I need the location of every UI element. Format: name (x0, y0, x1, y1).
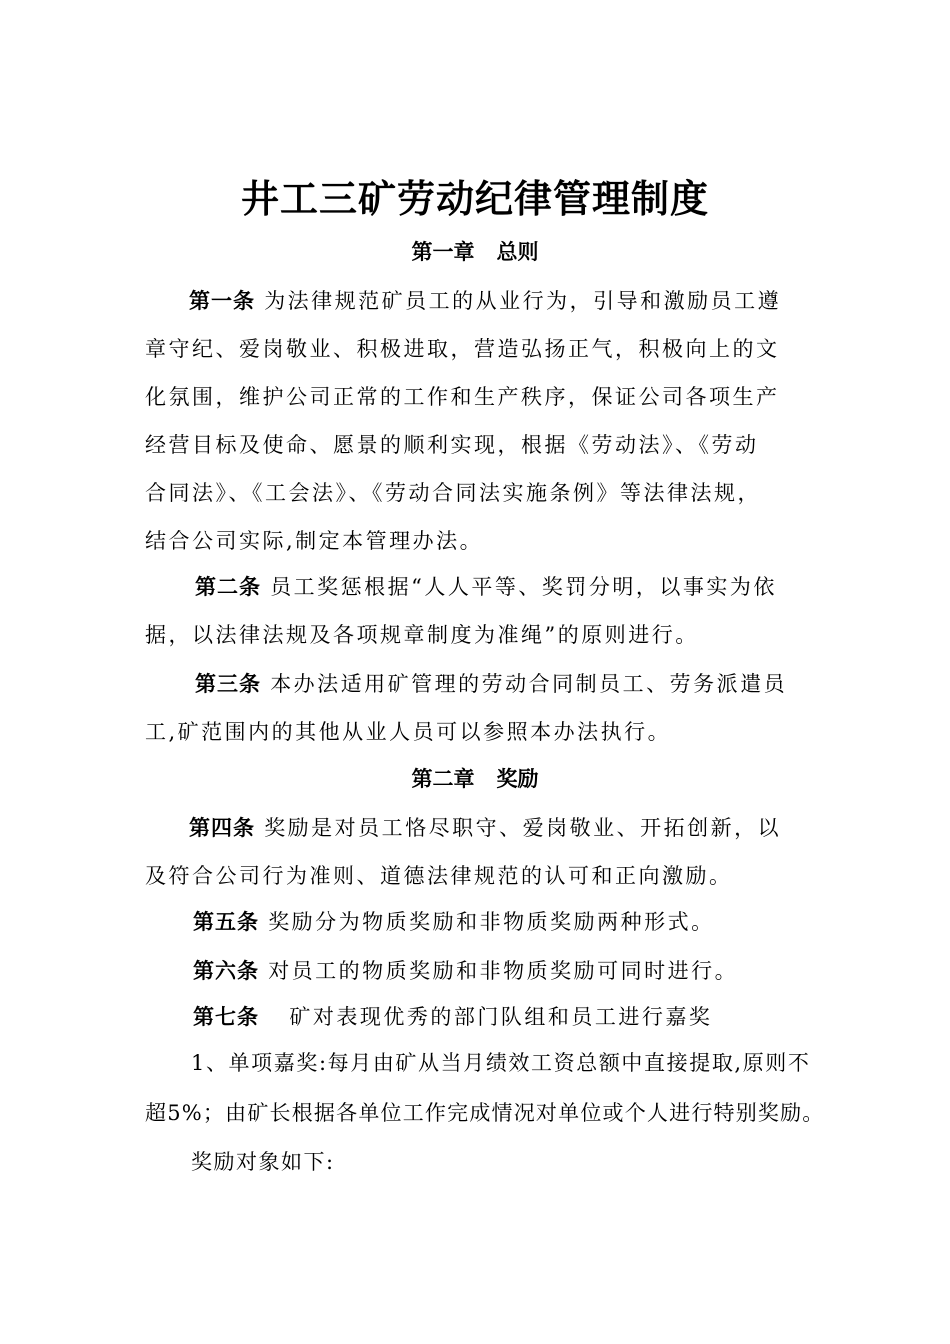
list-item-1-line-2: 超5%；由矿长根据各单位工作完成情况对单位或个人进行特别奖励。 (145, 1101, 825, 1125)
chapter-heading-2 (0, 763, 950, 793)
article-3-line-1 (195, 668, 815, 698)
article-5 (193, 906, 813, 936)
chapter-name: 总则 (496, 239, 539, 264)
chapter-label: 第一章 (411, 239, 475, 264)
article-label: 第三条 (195, 671, 261, 696)
article-1-line-5: 合同法》、《工会法》、《劳动合同法实施条例》等法律法规， (145, 481, 761, 505)
article-label: 第二条 (195, 574, 261, 599)
reward-targets-text: 奖励对象如下: (191, 1150, 335, 1174)
article-label: 第四条 (189, 815, 255, 840)
chapter-heading-1 (0, 236, 950, 266)
article-label: 第一条 (189, 288, 255, 313)
article-text: 奖励是对员工恪尽职守、爱岗敬业、开拓创新，以 (264, 816, 782, 840)
article-2-line-2: 据，以法律法规及各项规章制度为准绳”的原则进行。 (145, 623, 699, 647)
article-text: 为法律规范矿员工的从业行为，引导和激励员工遵 (264, 289, 782, 313)
article-text: 本办法适用矿管理的劳动合同制员工、劳务派遣员 (270, 672, 788, 696)
article-text: 奖励分为物质奖励和非物质奖励两种形式。 (268, 910, 715, 934)
article-label: 第七条 (193, 1004, 259, 1029)
article-text: 对员工的物质奖励和非物质奖励可同时进行。 (268, 959, 739, 983)
article-1-line-4: 经营目标及使命、愿景的顺利实现，根据《劳动法》、《劳动 (145, 433, 759, 457)
article-label: 第五条 (193, 909, 259, 934)
article-1-line-1 (189, 285, 809, 315)
article-3-line-2: 工,矿范围内的其他从业人员可以参照本办法执行。 (145, 720, 672, 744)
article-text: 员工奖惩根据“人人平等、奖罚分明，以事实为依 (270, 575, 777, 599)
page-title: 井工三矿劳动纪律管理制度 (240, 176, 709, 221)
article-6 (193, 955, 813, 985)
article-2-line-1 (195, 571, 815, 601)
article-text: 矿对表现优秀的部门队组和员工进行嘉奖 (289, 1005, 713, 1029)
chapter-name: 奖励 (496, 766, 539, 791)
article-1-line-3: 化氛围，维护公司正常的工作和生产秩序，保证公司各项生产 (145, 385, 780, 409)
article-1-line-2: 章守纪、爱岗敬业、积极进取，营造弘扬正气，积极向上的文 (145, 337, 780, 361)
article-1-line-6: 结合公司实际,制定本管理办法。 (145, 529, 484, 553)
article-4-line-2: 及符合公司行为准则、道德法律规范的认可和正向激励。 (145, 864, 733, 888)
article-4-line-1 (189, 812, 809, 842)
list-item-1-line-1: 1、单项嘉奖:每月由矿从当月绩效工资总额中直接提取,原则不 (191, 1051, 811, 1075)
article-7 (193, 1001, 813, 1031)
article-label: 第六条 (193, 958, 259, 983)
chapter-label: 第二章 (411, 766, 475, 791)
